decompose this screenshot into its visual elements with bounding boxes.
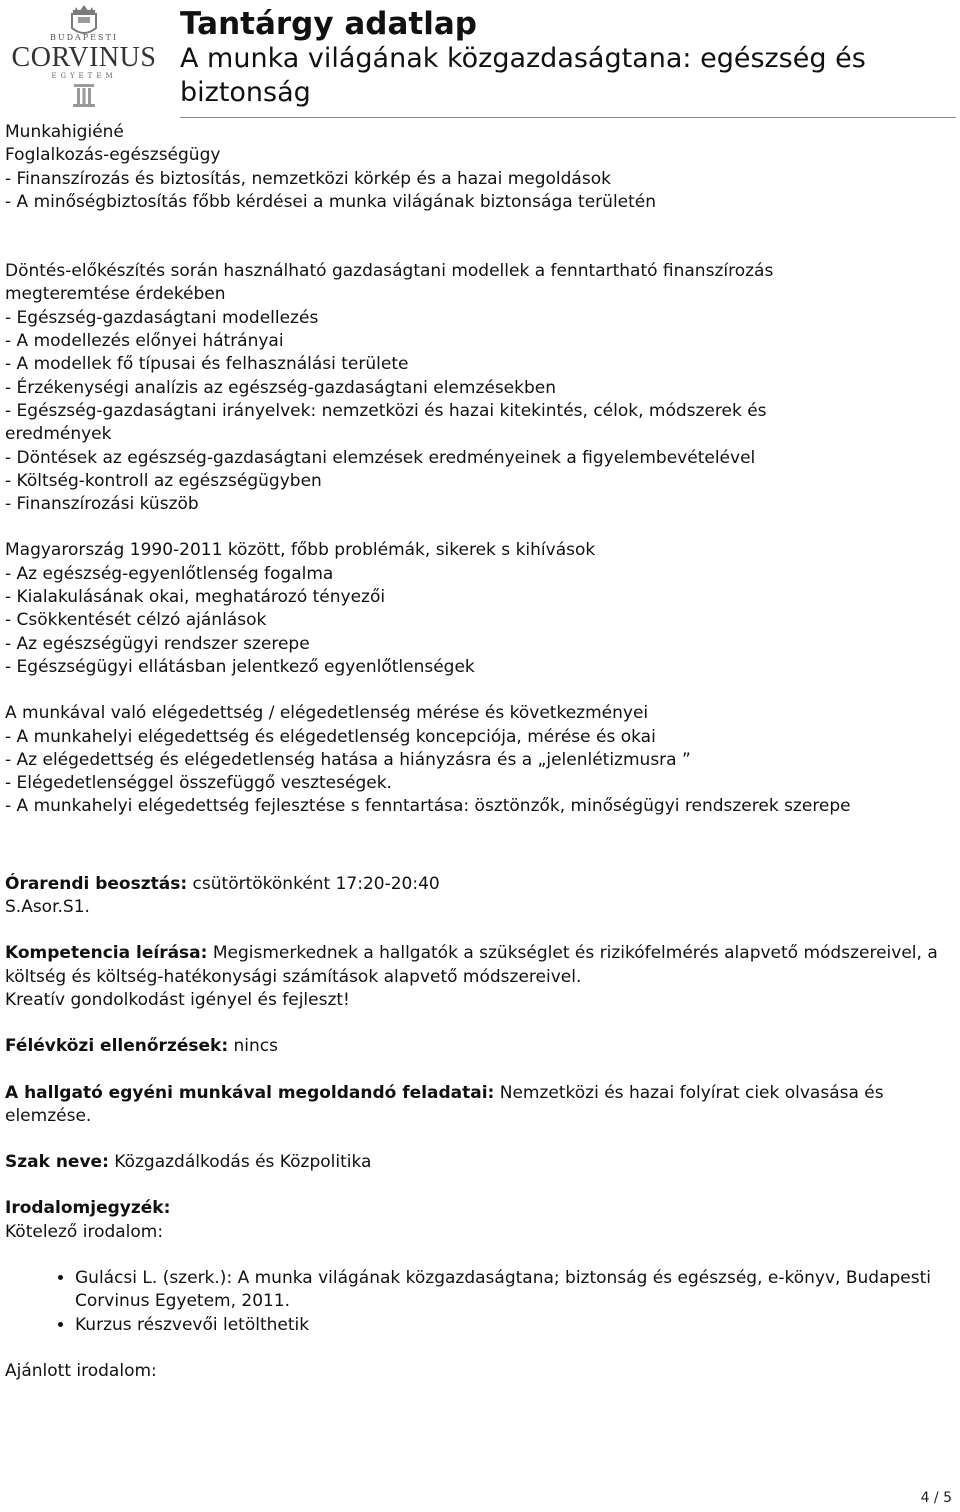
topic-line: - Döntések az egészség-gazdaságtani elemzések eredményeinek a figyelembevételével [5,447,756,468]
topic-line: - Az egészségügyi rendszer szerepe [5,633,310,654]
topics-block-3 [5,539,950,679]
program-value: Közgazdálkodás és Közpolitika [108,1152,372,1173]
competence-label: Kompetencia leírása: [5,943,208,964]
topic-line: - A modellek fő típusai és felhasználási területe [5,354,409,375]
topic-line: - Elégedetlenséggel összefüggő veszteségek. [5,773,392,794]
logo-bottom-text: EGYETEM [51,72,117,80]
schedule-field [5,873,950,896]
topics-block-2 [5,260,950,516]
topic-line: - Az egészség-egyenlőtlenség fogalma [5,563,334,584]
logo-main-text: CORVINUS [11,42,157,73]
competence-field [5,942,950,989]
topics-block-1 [5,121,950,214]
topic-line: eredmények [5,424,112,445]
logo-top-text: BUDAPESTI [49,33,119,42]
title-block [180,6,950,110]
topic-line: Döntés-előkészítés során használható gazdaságtani modellek a fenntartható finanszírozás [5,261,774,282]
topic-line: - Egészség-gazdaságtani modellezés [5,307,319,328]
mandatory-literature-label: Kötelező irodalom: [5,1221,164,1242]
topic-line: - A munkahelyi elégedettség fejlesztése s fenntartása: ösztönzők, minőségügyi rendszerek szerepe [5,796,851,817]
course-title-line-2: biztonság [180,77,311,108]
topic-line: - A minőségbiztosítás főbb kérdései a munka világának biztonsága területén [5,191,657,212]
document-body [5,121,950,1383]
topic-line: - Egészségügyi ellátásban jelentkező egyenlőtlenségek [5,656,475,677]
list-item: • Gulácsi L. (szerk.): A munka világának közgazdaságtana; biztonság és egészség, e-könyv, Budapesti Corvinus Egyetem, 2011. [75,1267,950,1314]
program-label: Szak neve: [5,1152,109,1173]
topic-line: megteremtése érdekében [5,284,226,305]
topics-block-4 [5,702,950,818]
list-item: • Kurzus részvevői letölthetik [75,1314,950,1337]
topic-line: Foglalkozás-egészségügy [5,145,221,166]
tasks-field [5,1082,950,1129]
topic-line: - Kialakulásának okai, meghatározó tényezői [5,587,386,608]
midterm-value: nincs [228,1036,279,1057]
topic-line: - Költség-kontroll az egészségügyben [5,470,322,491]
topic-line: - Az elégedettség és elégedetlenség hatása a hiányzásra és a „jelenlétizmusra ” [5,749,691,770]
recommended-literature-label: Ajánlott irodalom: [5,1360,157,1381]
topic-line: - Csökkentését célzó ajánlások [5,610,267,631]
topic-line: - Finanszírozási küszöb [5,494,199,515]
topic-line: A munkával való elégedettség / elégedetlenség mérése és következményei [5,703,649,724]
competence-note: Kreatív gondolkodást igényel és fejleszt! [5,989,350,1010]
topic-line: - A munkahelyi elégedettség és elégedetlenség koncepciója, mérése és okai [5,726,656,747]
program-field [5,1151,950,1174]
page-header [0,0,960,118]
schedule-value: csütörtökönként 17:20-20:40 [187,873,440,894]
tasks-label: A hallgató egyéni munkával megoldandó feladatai: [5,1082,495,1103]
room-value: S.Asor.S1. [5,897,90,918]
university-crest-icon [72,5,96,33]
competence-value: Megismerkednek a hallgatók a szükséglet és rizikófelmérés alapvető módszereivel, a költség és költség-hatékonysági számítások alapvető módszereivel. [5,943,938,987]
document-title: Tantárgy adatlap [180,6,477,42]
topic-line: Magyarország 1990-2011 között, főbb problémák, sikerek s kihívások [5,540,596,561]
topic-line: - Finanszírozás és biztosítás, nemzetközi körkép és a hazai megoldások [5,168,611,189]
midterm-field [5,1035,950,1058]
mandatory-literature-list [5,1267,950,1337]
page-number: 4 / 5 [920,1490,952,1506]
header-divider [180,117,956,118]
corvinus-logo [4,4,164,110]
topic-line: - Egészség-gazdaságtani irányelvek: nemzetközi és hazai kitekintés, célok, módszerek és [5,400,767,421]
schedule-label: Órarendi beosztás: [5,873,188,894]
course-title-line-1: A munka világának közgazdaságtana: egészség és [180,43,866,74]
topic-line: - Érzékenységi analízis az egészség-gazdaságtani elemzésekben [5,377,557,398]
midterm-label: Félévközi ellenőrzések: [5,1036,229,1057]
topic-line: - A modellezés előnyei hátrányai [5,331,284,352]
topic-line: Munkahigiéné [5,122,124,142]
literature-heading: Irodalomjegyzék: [5,1198,171,1219]
tasks-value: Nemzetközi és hazai folyírat ciek olvasása és elemzése. [5,1082,884,1126]
pillar-icon [73,84,95,107]
